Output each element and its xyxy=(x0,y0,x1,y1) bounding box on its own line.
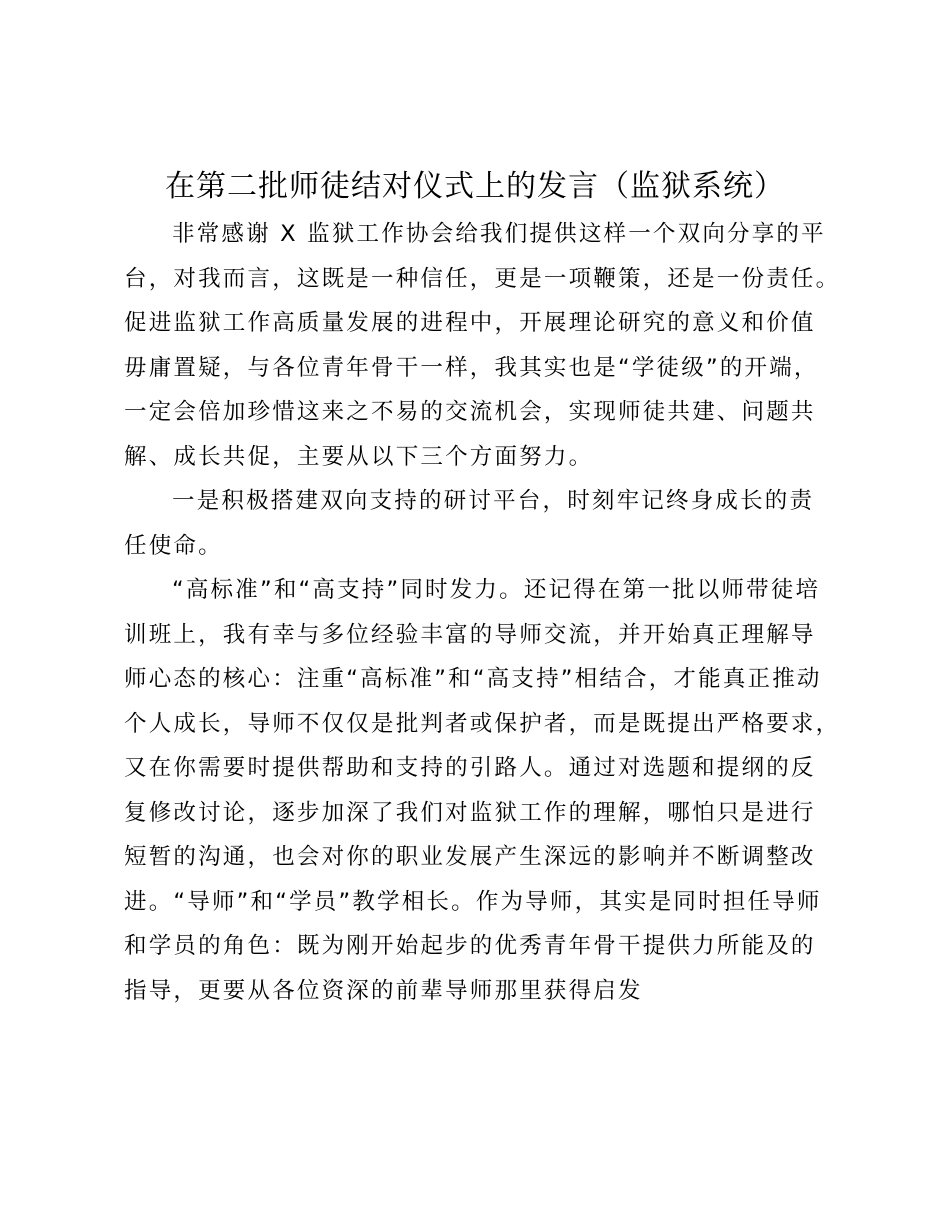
text-line: 促进监狱工作高质量发展的进程中，开展理论研究的意义和价值 xyxy=(124,310,816,336)
text-line: 个人成长，导师不仅仅是批判者或保护者，而是既提出严格要求， xyxy=(124,710,841,737)
text-line: 毋庸置疑，与各位青年骨干一样，我其实也是“学徒级”的开端， xyxy=(124,354,819,381)
text-line: 训班上，我有幸与多位经验丰富的导师交流，并开始真正理解导 xyxy=(124,621,816,648)
text-line: 师心态的核心：注重“高标准”和“高支持”相结合，才能真正推动 xyxy=(124,666,822,692)
document-title: 在第二批师徒结对仪式上的发言（监狱系统） xyxy=(165,169,785,204)
text-line: 解、成长共促，主要从以下三个方面努力。 xyxy=(124,443,594,470)
text-line: “高标准”和“高支持”同时发力。还记得在第一批以师带徒培 xyxy=(172,577,821,603)
text-line: 和学员的角色：既为刚开始起步的优秀青年骨干提供力所能及的 xyxy=(124,933,816,959)
paragraph-section-heading xyxy=(124,479,864,568)
text-line: 任使命。 xyxy=(124,532,223,559)
paragraph-body xyxy=(124,568,864,1013)
document-body xyxy=(124,212,864,1013)
text-line: 复修改讨论，逐步加深了我们对监狱工作的理解，哪怕只是进行 xyxy=(124,799,816,826)
text-line: 又在你需要时提供帮助和支持的引路人。通过对选题和提纲的反 xyxy=(124,755,816,781)
text-line: 一定会倍加珍惜这来之不易的交流机会，实现师徒共建、问题共 xyxy=(124,399,816,425)
text-line: 指导，更要从各位资深的前辈导师那里获得启发 xyxy=(124,977,643,1004)
text-line: 非常感谢 X 监狱工作协会给我们提供这样一个双向分享的平 xyxy=(172,221,826,247)
text-line: 进。“导师”和“学员”教学相长。作为导师，其实是同时担任导师 xyxy=(124,888,822,915)
text-line: 台，对我而言，这既是一种信任，更是一项鞭策，还是一份责任。 xyxy=(124,265,841,292)
text-line: 短暂的沟通，也会对你的职业发展产生深远的影响并不断调整改 xyxy=(124,844,816,870)
paragraph-intro xyxy=(124,212,864,479)
text-line: 一是积极搭建双向支持的研讨平台，时刻牢记终身成长的责 xyxy=(172,488,815,514)
